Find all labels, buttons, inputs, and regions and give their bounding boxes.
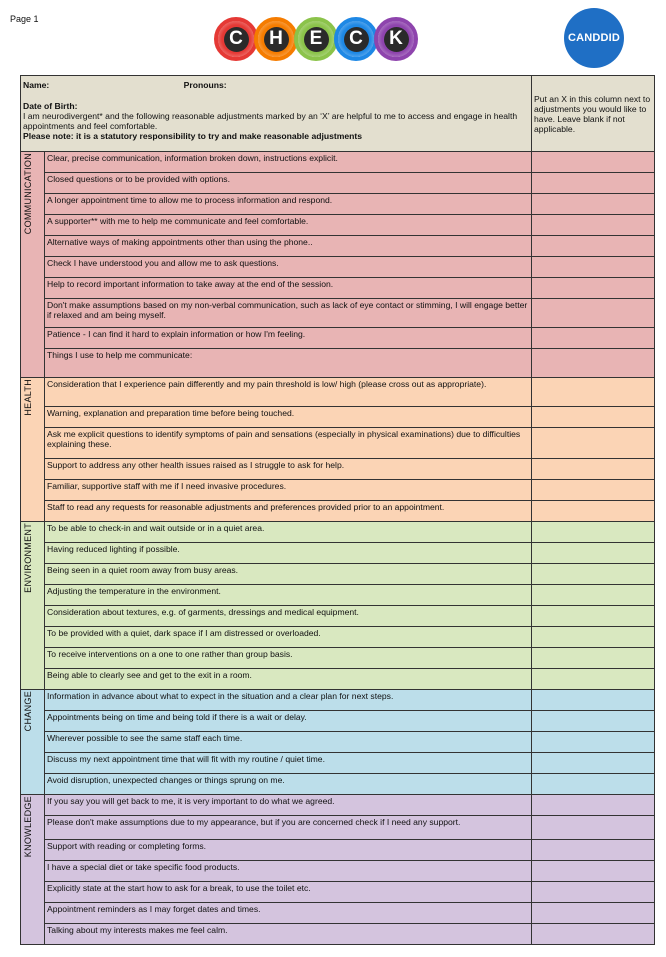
section-title: COMMUNICATION bbox=[23, 153, 33, 235]
selection-cell[interactable] bbox=[532, 194, 655, 215]
adjustment-text: Being able to clearly see and get to the exit in a room. bbox=[45, 669, 532, 690]
adjustment-row bbox=[21, 407, 655, 428]
logo-letter-circle bbox=[334, 17, 378, 61]
adjustment-text: Being seen in a quiet room away from busy areas. bbox=[45, 564, 532, 585]
adjustment-text: Help to record important information to take away at the end of the session. bbox=[45, 278, 532, 299]
adjustment-row bbox=[21, 501, 655, 522]
logo-letter-circle bbox=[254, 17, 298, 61]
adjustment-row bbox=[21, 522, 655, 543]
adjustment-text: Alternative ways of making appointments other than using the phone.. bbox=[45, 236, 532, 257]
check-logo bbox=[214, 17, 414, 65]
adjustment-row bbox=[21, 795, 655, 816]
logo-letter: H bbox=[264, 27, 289, 52]
adjustment-row bbox=[21, 428, 655, 459]
adjustment-row bbox=[21, 903, 655, 924]
brand-name: CANDDID bbox=[567, 32, 621, 44]
adjustment-row bbox=[21, 215, 655, 236]
adjustment-row bbox=[21, 861, 655, 882]
adjustment-text: Explicitly state at the start how to ask for a break, to use the toilet etc. bbox=[45, 882, 532, 903]
adjustment-text: Warning, explanation and preparation time before being touched. bbox=[45, 407, 532, 428]
adjustment-text: Staff to read any requests for reasonable adjustments and preferences provided prior to an appointment. bbox=[45, 501, 532, 522]
selection-cell[interactable] bbox=[532, 278, 655, 299]
adjustment-row bbox=[21, 480, 655, 501]
adjustment-row bbox=[21, 627, 655, 648]
selection-cell[interactable] bbox=[532, 564, 655, 585]
adjustment-row bbox=[21, 173, 655, 194]
adjustment-row bbox=[21, 606, 655, 627]
section-label-cell bbox=[21, 378, 45, 522]
selection-cell[interactable] bbox=[532, 753, 655, 774]
selection-cell[interactable] bbox=[532, 215, 655, 236]
adjustment-row bbox=[21, 585, 655, 606]
adjustment-row bbox=[21, 299, 655, 328]
selection-cell[interactable] bbox=[532, 732, 655, 753]
selection-cell[interactable] bbox=[532, 378, 655, 407]
selection-cell[interactable] bbox=[532, 774, 655, 795]
adjustment-row bbox=[21, 669, 655, 690]
adjustment-row bbox=[21, 816, 655, 840]
details-cell bbox=[21, 76, 532, 152]
pronouns-label: Pronouns: bbox=[183, 80, 227, 90]
selection-cell[interactable] bbox=[532, 882, 655, 903]
selection-cell[interactable] bbox=[532, 795, 655, 816]
adjustment-text: I have a special diet or take specific food products. bbox=[45, 861, 532, 882]
adjustment-row bbox=[21, 690, 655, 711]
adjustment-row bbox=[21, 459, 655, 480]
logo-letter-circle bbox=[294, 17, 338, 61]
adjustment-text: Closed questions or to be provided with options. bbox=[45, 173, 532, 194]
adjustment-row bbox=[21, 543, 655, 564]
adjustment-row bbox=[21, 648, 655, 669]
logo-letter: C bbox=[344, 27, 369, 52]
adjustment-row bbox=[21, 257, 655, 278]
section-label-cell bbox=[21, 522, 45, 690]
selection-cell[interactable] bbox=[532, 627, 655, 648]
adjustment-text: Consideration about textures, e.g. of garments, dressings and medical equipment. bbox=[45, 606, 532, 627]
adjustment-text: Discuss my next appointment time that will fit with my routine / quiet time. bbox=[45, 753, 532, 774]
adjustment-text: Patience - I can find it hard to explain information or how I'm feeling. bbox=[45, 328, 532, 349]
selection-cell[interactable] bbox=[532, 924, 655, 945]
intro-text: I am neurodivergent* and the following reasonable adjustments marked by an ‘X’ are helpful to me to access and engage in health appointments and feel comfortable. bbox=[23, 111, 518, 131]
adjustment-text: Avoid disruption, unexpected changes or things sprung on me. bbox=[45, 774, 532, 795]
adjustment-row bbox=[21, 236, 655, 257]
selection-cell[interactable] bbox=[532, 522, 655, 543]
selection-cell[interactable] bbox=[532, 669, 655, 690]
adjustment-text: To be able to check-in and wait outside or in a quiet area. bbox=[45, 522, 532, 543]
selection-cell[interactable] bbox=[532, 257, 655, 278]
dob-label: Date of Birth: bbox=[23, 101, 78, 111]
selection-cell[interactable] bbox=[532, 459, 655, 480]
selection-cell[interactable] bbox=[532, 349, 655, 378]
adjustment-text: Having reduced lighting if possible. bbox=[45, 543, 532, 564]
adjustment-row bbox=[21, 349, 655, 378]
adjustment-text: To receive interventions on a one to one rather than group basis. bbox=[45, 648, 532, 669]
selection-cell[interactable] bbox=[532, 407, 655, 428]
selection-cell[interactable] bbox=[532, 236, 655, 257]
canddid-logo bbox=[564, 8, 624, 68]
adjustment-row bbox=[21, 378, 655, 407]
logo-letter-circle bbox=[214, 17, 258, 61]
selection-cell[interactable] bbox=[532, 690, 655, 711]
header-row bbox=[21, 76, 655, 152]
adjustment-text: Clear, precise communication, information broken down, instructions explicit. bbox=[45, 152, 532, 173]
adjustment-text: Support with reading or completing forms. bbox=[45, 840, 532, 861]
adjustment-text: Familiar, supportive staff with me if I need invasive procedures. bbox=[45, 480, 532, 501]
adjustment-row bbox=[21, 924, 655, 945]
selection-cell[interactable] bbox=[532, 816, 655, 840]
selection-cell[interactable] bbox=[532, 861, 655, 882]
selection-cell[interactable] bbox=[532, 648, 655, 669]
selection-cell[interactable] bbox=[532, 328, 655, 349]
selection-cell[interactable] bbox=[532, 428, 655, 459]
adjustment-text: Talking about my interests makes me feel calm. bbox=[45, 924, 532, 945]
adjustment-row bbox=[21, 564, 655, 585]
adjustment-text: Support to address any other health issues raised as I struggle to ask for help. bbox=[45, 459, 532, 480]
adjustment-row bbox=[21, 328, 655, 349]
logo-letter: E bbox=[304, 27, 329, 52]
selection-cell[interactable] bbox=[532, 543, 655, 564]
adjustment-text: A supporter** with me to help me communicate and feel comfortable. bbox=[45, 215, 532, 236]
section-label-cell bbox=[21, 690, 45, 795]
adjustment-text: Consideration that I experience pain differently and my pain threshold is low/ high (please cross out as appropriate). bbox=[45, 378, 532, 407]
hint-cell bbox=[532, 76, 655, 152]
selection-cell[interactable] bbox=[532, 299, 655, 328]
adjustment-text: Check I have understood you and allow me to ask questions. bbox=[45, 257, 532, 278]
adjustment-text: To be provided with a quiet, dark space if I am distressed or overloaded. bbox=[45, 627, 532, 648]
adjustment-text: Wherever possible to see the same staff each time. bbox=[45, 732, 532, 753]
adjustment-row bbox=[21, 278, 655, 299]
selection-cell[interactable] bbox=[532, 585, 655, 606]
adjustment-row bbox=[21, 152, 655, 173]
selection-cell[interactable] bbox=[532, 903, 655, 924]
section-title: KNOWLEDGE bbox=[23, 796, 33, 858]
section-title: ENVIRONMENT bbox=[23, 523, 33, 593]
adjustment-text: Please don't make assumptions due to my appearance, but if you are concerned check if I need any support. bbox=[45, 816, 532, 840]
adjustment-row bbox=[21, 194, 655, 215]
adjustment-text: If you say you will get back to me, it is very important to do what we agreed. bbox=[45, 795, 532, 816]
selection-cell[interactable] bbox=[532, 152, 655, 173]
page-label: Page 1 bbox=[10, 14, 39, 24]
name-label: Name: bbox=[23, 80, 50, 90]
adjustment-row bbox=[21, 774, 655, 795]
hint-text: Put an X in this column next to adjustments you would like to have. Leave blank if not applicable. bbox=[534, 93, 651, 134]
logo-letter-circle bbox=[374, 17, 418, 61]
logo-letter: C bbox=[224, 27, 249, 52]
selection-cell[interactable] bbox=[532, 711, 655, 732]
adjustment-row bbox=[21, 840, 655, 861]
adjustment-row bbox=[21, 882, 655, 903]
section-label-cell bbox=[21, 152, 45, 378]
section-title: CHANGE bbox=[23, 691, 33, 732]
adjustment-row bbox=[21, 753, 655, 774]
adjustment-text: Don't make assumptions based on my non-verbal communication, such as lack of eye contact or stimming, I will engage better if relaxed and am being myself. bbox=[45, 299, 532, 328]
adjustment-text: Things I use to help me communicate: bbox=[45, 349, 532, 378]
section-label-cell bbox=[21, 795, 45, 945]
selection-cell[interactable] bbox=[532, 606, 655, 627]
selection-cell[interactable] bbox=[532, 501, 655, 522]
adjustment-text: Ask me explicit questions to identify symptoms of pain and sensations (especially in physical examinations) due to difficulties explaining these. bbox=[45, 428, 532, 459]
section-title: HEALTH bbox=[23, 379, 33, 416]
adjustment-text: A longer appointment time to allow me to process information and respond. bbox=[45, 194, 532, 215]
selection-cell[interactable] bbox=[532, 840, 655, 861]
adjustments-form-table bbox=[20, 75, 655, 945]
statutory-note: Please note: it is a statutory responsibility to try and make reasonable adjustments bbox=[23, 131, 363, 141]
selection-cell[interactable] bbox=[532, 173, 655, 194]
adjustment-row bbox=[21, 711, 655, 732]
selection-cell[interactable] bbox=[532, 480, 655, 501]
logo-letter: K bbox=[384, 27, 409, 52]
adjustment-row bbox=[21, 732, 655, 753]
adjustment-text: Appointment reminders as I may forget dates and times. bbox=[45, 903, 532, 924]
adjustment-text: Adjusting the temperature in the environment. bbox=[45, 585, 532, 606]
adjustment-text: Appointments being on time and being told if there is a wait or delay. bbox=[45, 711, 532, 732]
adjustment-text: Information in advance about what to expect in the situation and a clear plan for next steps. bbox=[45, 690, 532, 711]
